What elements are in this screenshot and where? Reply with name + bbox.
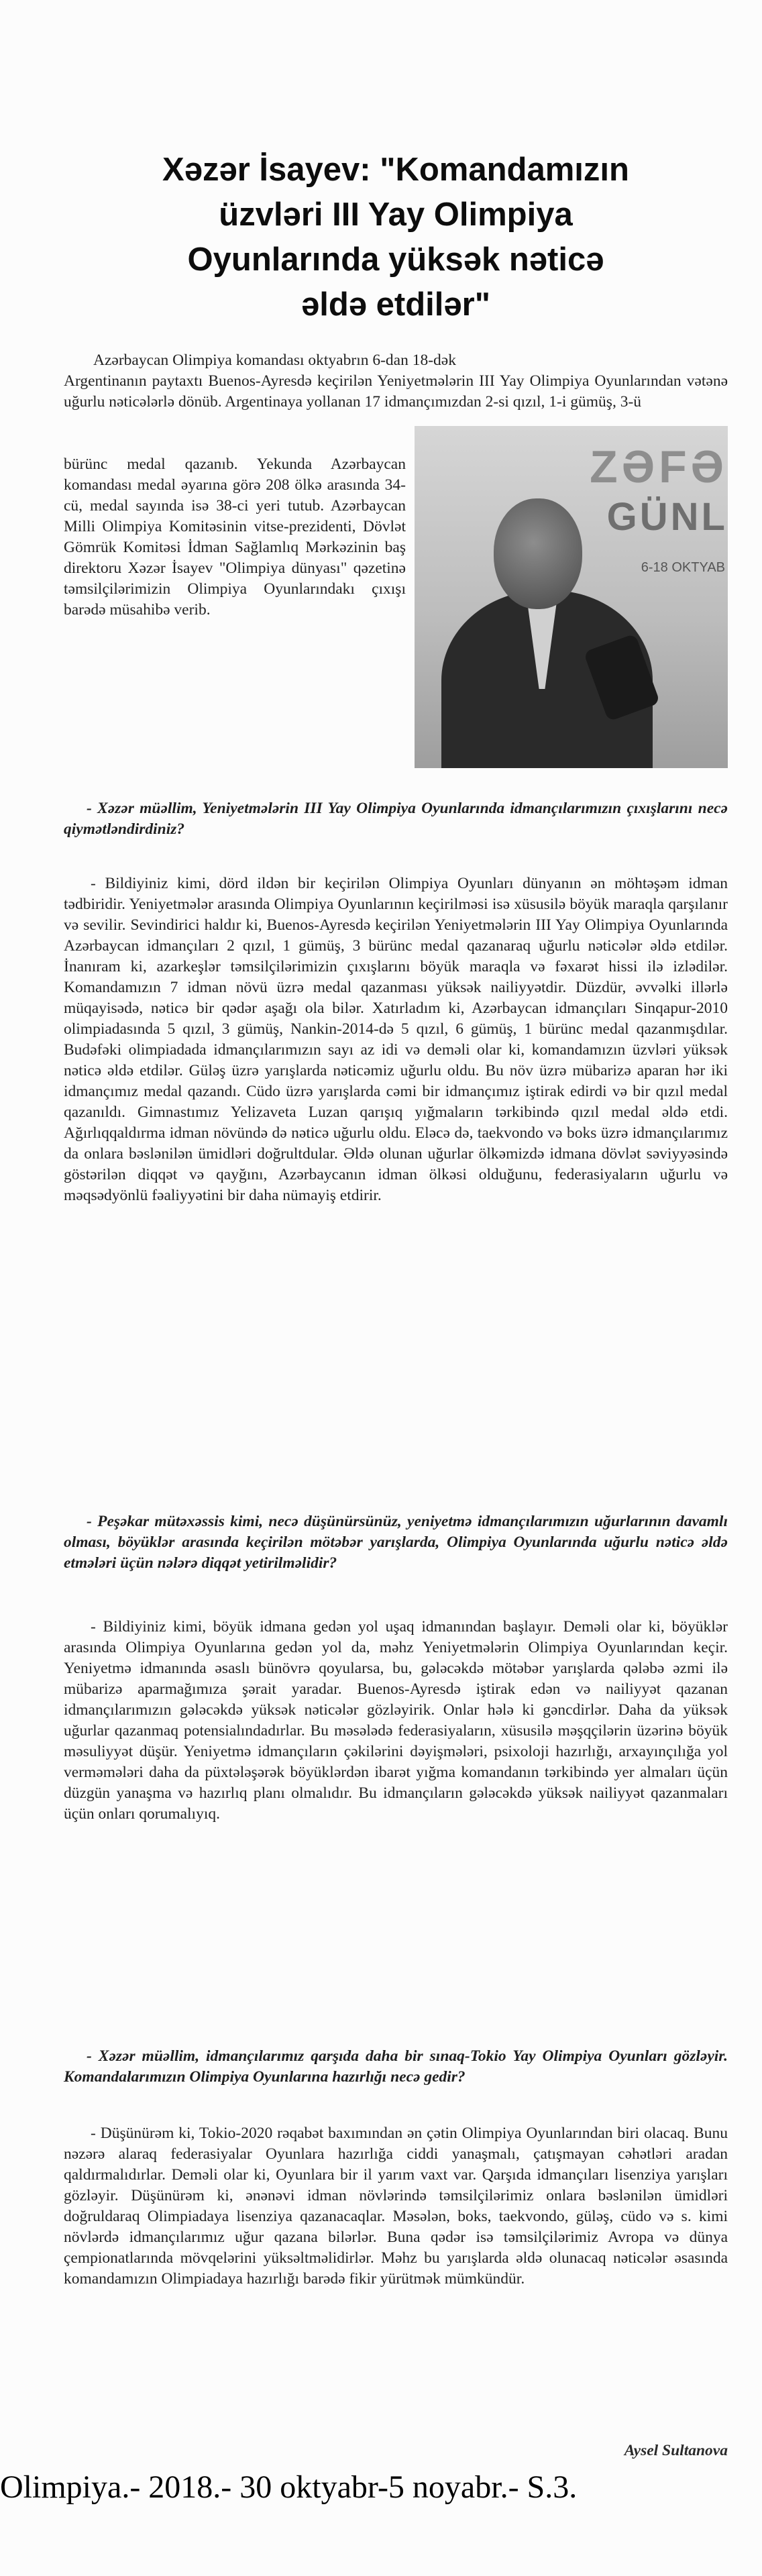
intro-paragraph: Argentinanın paytaxtı Buenos-Ayresdə keçirilən Yeniyetmələrin III Yay Olimpiya Oyunlarından vətənə uğurlu nəticələrlə dönüb. Argentinaya yollanan 17 idmançımızdan 2-si qızıl, 1-i gümüş, 3-ü	[64, 372, 728, 411]
answer-2	[64, 1617, 728, 1825]
person-head	[494, 498, 582, 609]
question-text: - Xəzər müəllim, Yeniyetmələrin III Yay Olimpiya Oyunlarında idmançılarımızın çıxışlarını necə qiymətləndirdiniz?	[64, 800, 728, 838]
question-text: - Xəzər müəllim, idmançılarımız qarşıda daha bir sınaq-Tokio Yay Olimpiya Oyunları gözləyir. Komandalarımızın Olimpiya Oyunlarına hazırlığı necə gedir?	[64, 2047, 728, 2086]
photo-banner-date: 6-18 OKTYAB	[641, 560, 725, 575]
photo-banner-text: ZƏFƏ	[590, 441, 728, 492]
answer-text: - Bildiyiniz kimi, dörd ildən bir keçirilən Olimpiya Oyunları dünyanın ən möhtəşəm idman tədbiridir. Yeniyetmələr arasında Olimpiya Oyunlarının keçirilməsi isə xüsusilə böyük maraqla qarşılanır və sevilir. Sevindirici haldır ki, Buenos-Ayresdə keçirilən Yeniyetmələrin III Yay Olimpiya Oyunlarında Azərbaycan idmançıları 2 qızıl, 1 gümüş, 3 bürünc medal qazanaraq uğurlu nəticələr əldə etdilər. İnanıram ki, azarkeşlər təmsilçilərimizin çıxışlarını böyük maraqla və fəxarət hissi ilə izlədilər. Komandamızın 7 idman növü üzrə medal qazanması yüksək nailiyyətdir. Düzdür, əvvəlki illərlə müqayisədə, nəticə bir qədər aşağı ola bilər. Xatırladım ki, Azərbaycan idmançıları Sinqapur-2010 olimpiadasında 5 qızıl, 3 gümüş, Nankin-2014-də 5 qızıl, 6 gümüş, 1 bürünc medal qazanmışdılar. Budəfəki olimpiadada idmançılarımızın sayı az idi və deməli olar ki, komandamızın üzvləri yüksək nəticə əldə etdilər. Güləş üzrə yarışlarda nəticəmiz uğurlu oldu. Bu növ üzrə mübarizə aparan hər iki idmançımız medal qazandı. Cüdo üzrə yarışlarda cəmi bir idmançımız iştirak edirdi və bir qızıl medal qazanıldı. Gimnastımız Yelizaveta Luzan qarışıq yığmaların tərkibində qızıl medal əldə etdi. Ağırlıqqaldırma idman növündə də nəticə uğurlu oldu. Eləcə də, taekvondo və boks üzrə idmançılarımız da onlara bəslənilən ümidləri doğrultdular. Əldə olunan uğurlar ölkəmizdə idmana dövlət səviyyəsində göstərilən diqqət və qayğını, Azərbaycanın idman ölkəsi olduğunu, federasiyaların uğurlu və məqsədyönlü fəaliyyətini bir daha nümayiş etdirir.	[64, 875, 728, 1204]
intro-column	[64, 454, 406, 621]
question-2	[64, 1511, 728, 1574]
title-line: üzvləri III Yay Olimpiya	[219, 197, 573, 233]
question-1	[64, 798, 728, 840]
author-signature: Aysel Sultanova	[624, 2442, 728, 2459]
interview-photo	[415, 426, 728, 768]
answer-1	[64, 873, 728, 1206]
title-line: əldə etdilər"	[301, 286, 490, 323]
photo-banner-text: GÜNL	[606, 495, 728, 539]
intro-lead	[64, 350, 728, 413]
intro-line: Azərbaycan Olimpiya komandası oktyabrın 6-dan 18-dək	[93, 352, 456, 369]
question-3	[64, 2046, 728, 2088]
answer-text: - Düşünürəm ki, Tokio-2020 rəqabət baxımından ən çətin Olimpiya Oyunlarından biri olacaq. Bunu nəzərə alaraq federasiyalar Oyunlara hazırlığa ciddi yanaşmalı, çatışmayan cəhətləri aradan qaldırmalıdırlar. Deməli olar ki, Oyunlara bir il yarım vaxt var. Qarşıda idmançıları lisenziya yarışları gözləyir. Düşünürəm ki, ənənəvi idman növlərində təmsilçilərimiz onlara bəslənilən ümidləri doğruldaraq Olimpiadaya lisenziya qazanacaqlar. Məsələn, boks, taekvondo, güləş, cüdo və s. kimi növlərdə idmançılarımız uğur qazana bilərlər. Buna qədər isə təmsilçilərimiz Avropa və dünya çempionatlarında mövqelərini yüksəltməlidirlər. Məhz bu yarışlarda əldə olunacaq nəticələr əsasında komandamızın Olimpiadaya hazırlığı barədə fikir yürütmək mümkündür.	[64, 2125, 728, 2288]
intro-column-text: bürünc medal qazanıb. Yekunda Azərbaycan komandası medal əyarına görə 208 ölkə arasında 34-cü, medal sayında isə 38-ci yeri tutub. Azərbaycan Milli Olimpiya Komitəsinin vitse-prezidenti, Dövlət Gömrük Komitəsi İdman Sağlamlıq Mərkəzinin baş direktoru Xəzər İsayev "Olimpiya dünyası" qəzetinə təmsilçilərimizin Olimpiya Oyunlarındakı çıxışı barədə müsahibə verib.	[64, 455, 406, 619]
title-line: Oyunlarında yüksək nəticə	[187, 241, 604, 278]
article-title	[64, 148, 728, 327]
answer-3	[64, 2123, 728, 2290]
title-line: Xəzər İsayev: "Komandamızın	[162, 152, 629, 188]
source-citation: Olimpiya.- 2018.- 30 oktyabr-5 noyabr.- S.3.	[0, 2469, 578, 2505]
question-text: - Peşəkar mütəxəssis kimi, necə düşünürsünüz, yeniyetmə idmançılarımızın uğurlarının davamlı olması, böyüklər arasında keçirilən mötəbər yarışlarda, Olimpiya Oyunlarında uğurlu nəticə əldə etmələri üçün nələrə diqqət yetirilməlidir?	[64, 1513, 728, 1572]
answer-text: - Bildiyiniz kimi, böyük idmana gedən yol uşaq idmanından başlayır. Deməli olar ki, böyüklər arasında Olimpiya Oyunlarına gedən yol da, məhz Yeniyetmələrin Olimpiya Oyunlarından keçir. Yeniyetmə idmanında əsaslı bünövrə qoyularsa, bu, gələcəkdə mötəbər yarışlarda qələbə əzmi ilə mübarizə aparmağımıza şərait yaradar. Buenos-Ayresdə iştirak edən və nailiyyət qazanan idmançılarımızın gələcəkdə yüksək nəticələr gözləyirik. Onlar hələ ki gəncdirlər. Daha da yüksək uğurlar qazanmaq potensialındadırlar. Bu məsələdə federasiyaların, xüsusilə məşqçilərin üzərinə böyük məsuliyyət düşür. Yeniyetmə idmançıların çəkilərini dəyişmələri, psixoloji hazırlığı, arxayınçılığa yol verməmələri daha da püxtələşərək böyüklərdən ibarət yığma komandanın tərkibində yer almaları üçün düzgün yanaşma və hazırlıq planı olmalıdır. Bu idmançıların gələcəkdə yüksək nailiyyət qazanmaları üçün onları qorumalıyıq.	[64, 1618, 728, 1823]
